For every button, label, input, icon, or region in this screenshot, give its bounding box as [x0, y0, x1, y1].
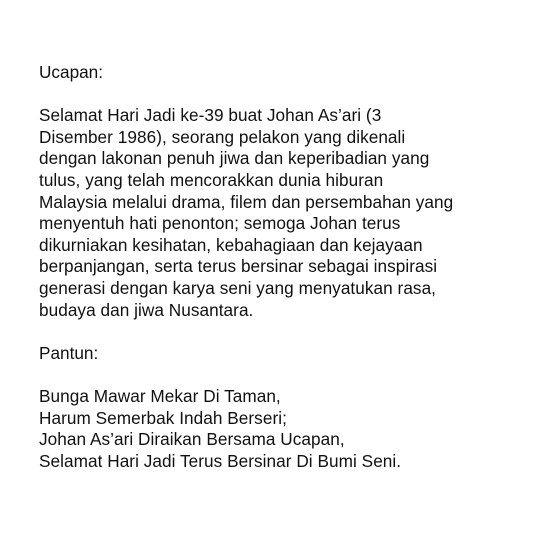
pantun-verse [39, 386, 539, 472]
ucapan-line: Selamat Hari Jadi ke-39 buat Johan As’ari (3 [39, 105, 382, 126]
ucapan-line: tulus, yang telah mencorakkan dunia hiburan [39, 169, 384, 190]
ucapan-paragraph [39, 105, 539, 321]
pantun-heading: Pantun: [39, 342, 99, 363]
pantun-line: Bunga Mawar Mekar Di Taman, [39, 385, 281, 406]
ucapan-line: budaya dan jiwa Nusantara. [39, 299, 254, 320]
ucapan-line: generasi dengan karya seni yang menyatukan rasa, [39, 277, 437, 298]
spacer [39, 364, 539, 386]
ucapan-line: menyentuh hati penonton; semoga Johan terus [39, 213, 401, 234]
pantun-line: Johan As’ari Diraikan Bersama Ucapan, [39, 429, 345, 450]
pantun-line: Harum Semerbak Indah Berseri; [39, 407, 287, 428]
spacer [39, 321, 539, 343]
pantun-line: Selamat Hari Jadi Terus Bersinar Di Bumi Seni. [39, 450, 402, 471]
ucapan-line: dengan lakonan penuh jiwa dan keperibadian yang [39, 148, 430, 169]
ucapan-line: Malaysia melalui drama, filem dan persembahan yang [39, 191, 454, 212]
ucapan-line: berpanjangan, serta terus bersinar sebagai inspirasi [39, 256, 438, 277]
spacer [39, 84, 539, 106]
ucapan-line: dikurniakan kesihatan, kebahagiaan dan kejayaan [39, 234, 423, 255]
document-page [39, 62, 539, 472]
ucapan-line: Disember 1986), seorang pelakon yang dikenali [39, 126, 406, 147]
ucapan-heading: Ucapan: [39, 62, 104, 82]
